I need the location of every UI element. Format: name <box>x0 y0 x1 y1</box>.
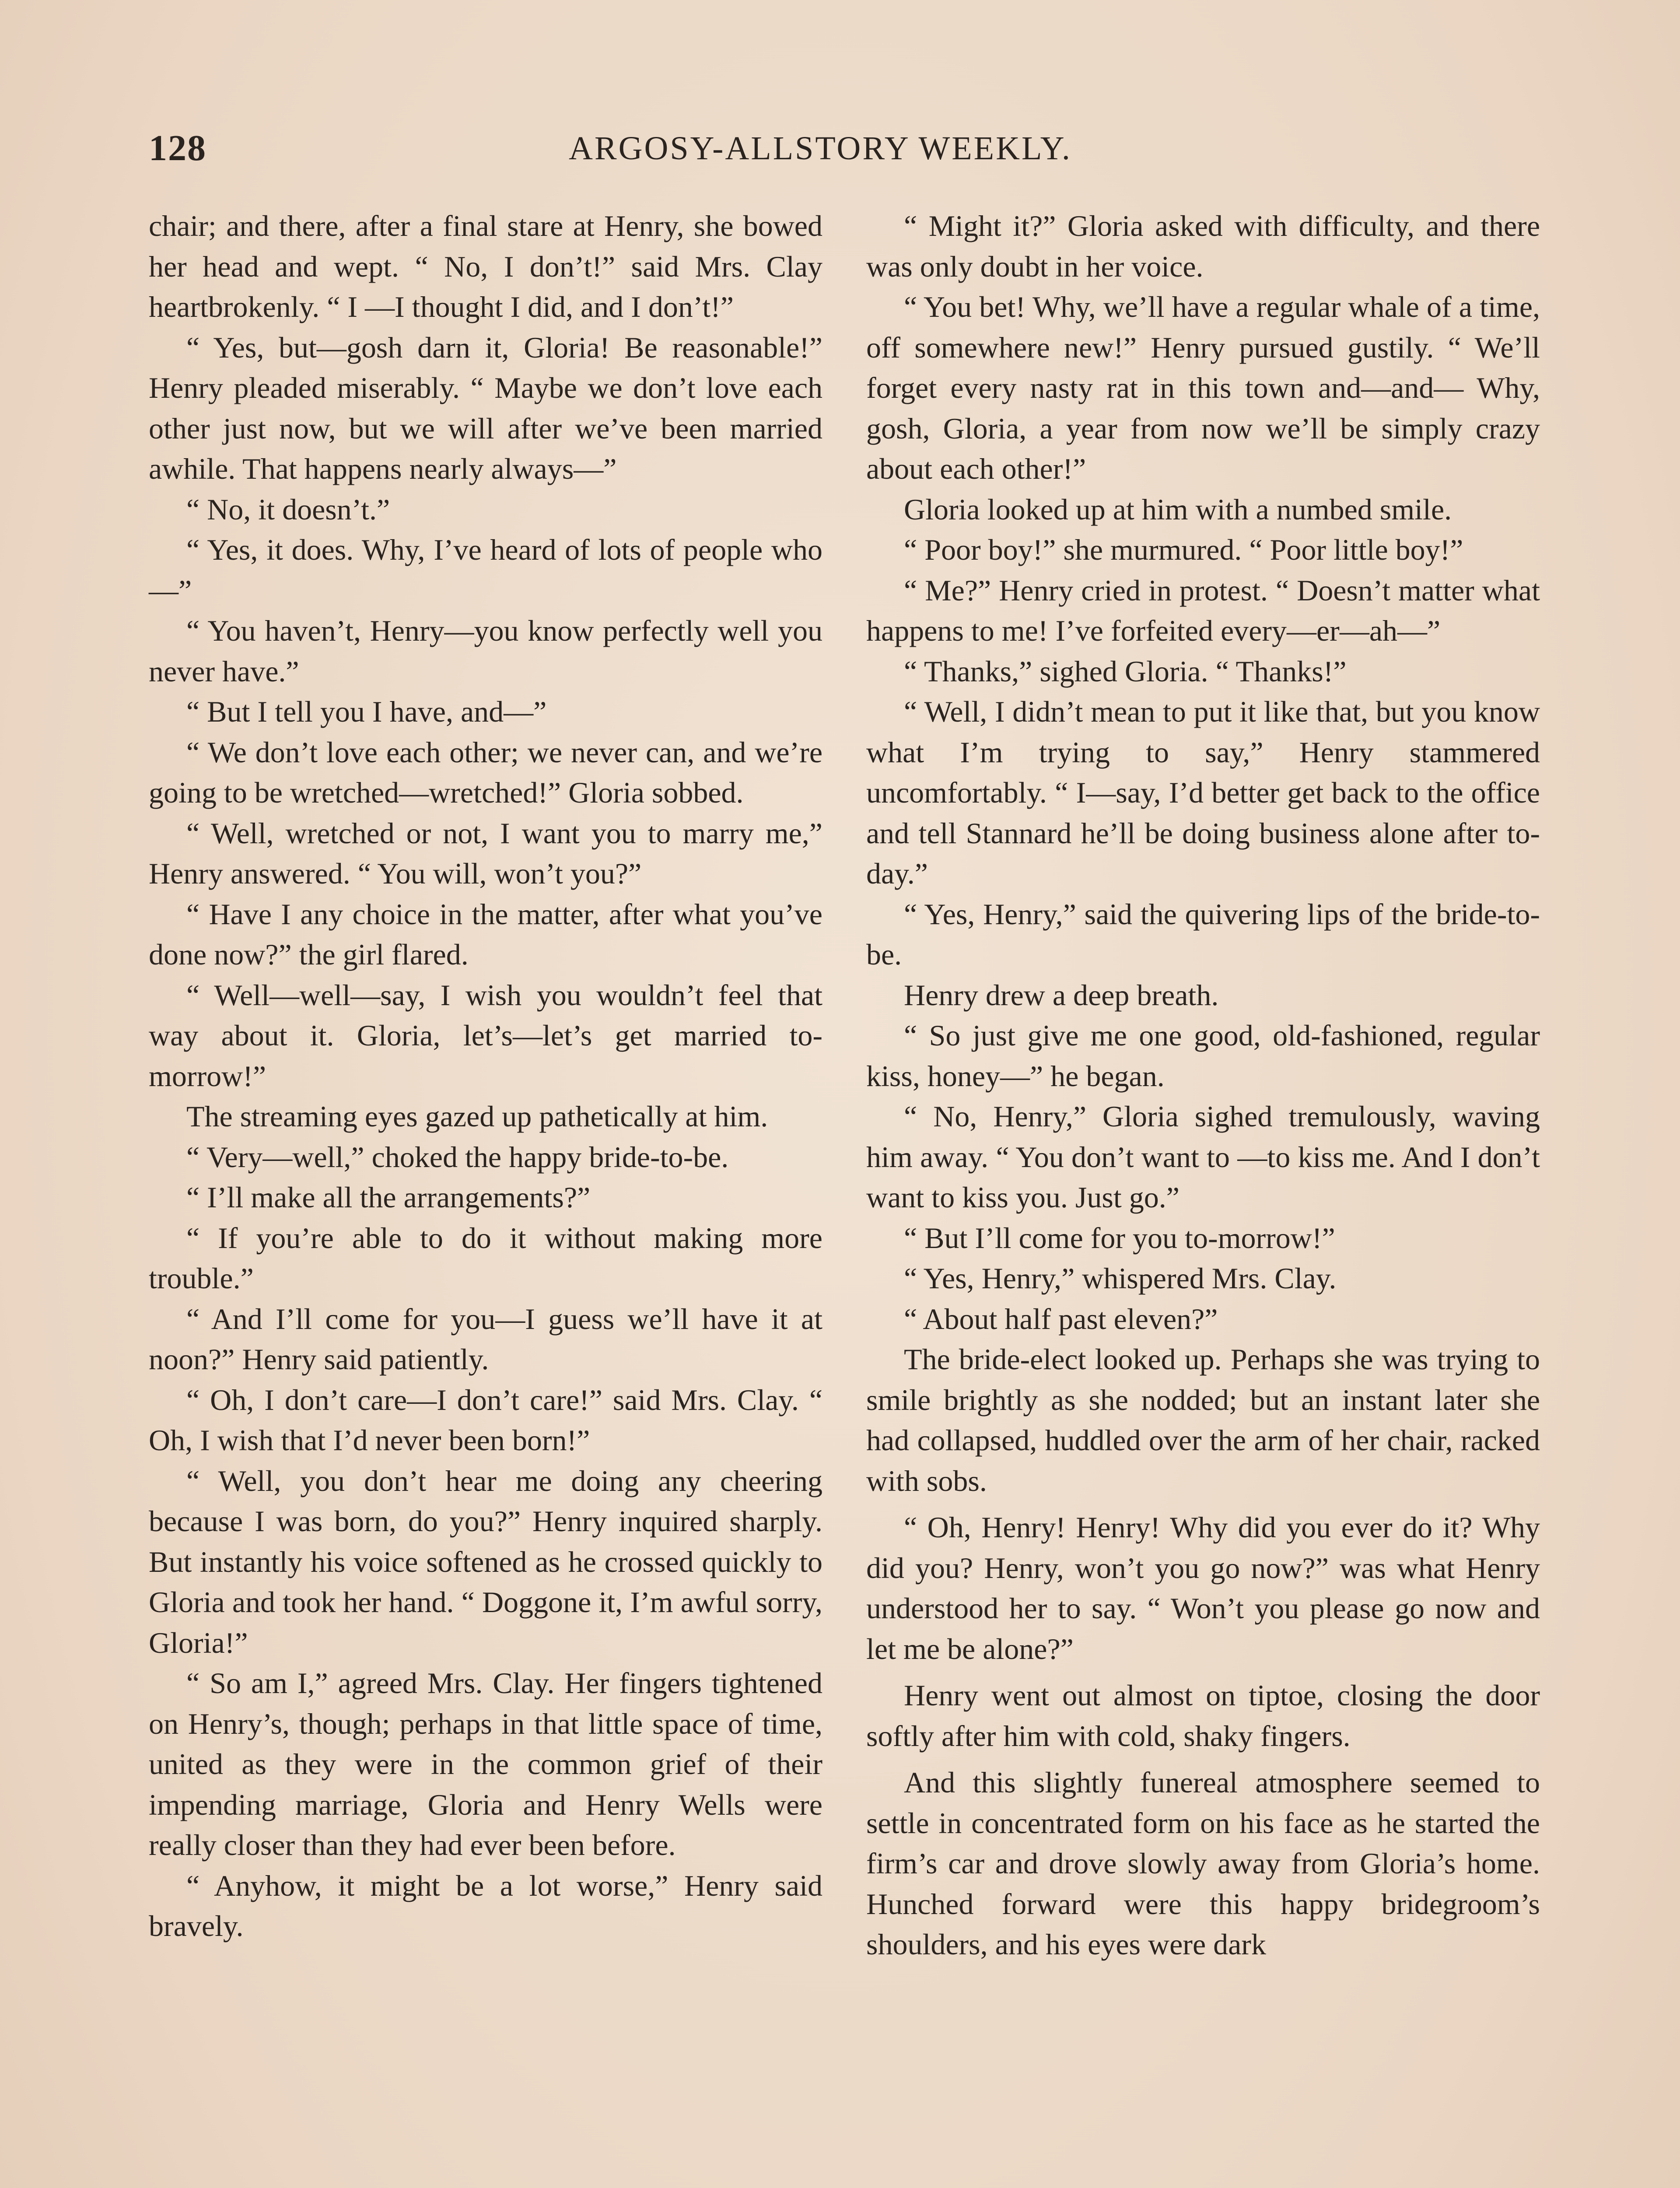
paragraph: “ Might it?” Gloria asked with difficulty, and there was only doubt in her voice. <box>866 209 1540 283</box>
paragraph: “ Me?” Henry cried in protest. “ Doesn’t matter what happens to me! I’ve forfeited every—er—ah—” <box>866 573 1540 647</box>
paragraph: “ Well, wretched or not, I want you to marry me,” Henry answered. “ You will, won’t you?” <box>149 816 822 890</box>
paragraph: “ Yes, but—gosh darn it, Gloria! Be reasonable!” Henry pleaded miserably. “ Maybe we don’t love each other just now, but we will after we’ve been married awhile. That happens nearly always—” <box>149 330 822 485</box>
right-column <box>866 206 1540 1965</box>
page-header <box>149 127 1549 175</box>
paragraph: “ So just give me one good, old-fashioned, regular kiss, honey—” he began. <box>866 1019 1540 1093</box>
paragraph: “ You haven’t, Henry—you know perfectly well you never have.” <box>149 614 822 688</box>
paragraph: “ You bet! Why, we’ll have a regular whale of a time, off somewhere new!” Henry pursued gustily. “ We’ll forget every nasty rat in this town and—and— Why, gosh, Gloria, a year from now we’ll be simply crazy about each other!” <box>866 290 1540 485</box>
paragraph: Gloria looked up at him with a numbed smile. <box>904 492 1452 526</box>
running-title: ARGOSY-ALLSTORY WEEKLY. <box>569 130 1072 167</box>
page-number: 128 <box>149 128 206 168</box>
left-column <box>149 206 822 1946</box>
paragraph: “ If you’re able to do it without making more trouble.” <box>149 1221 822 1295</box>
paragraph: Henry drew a deep breath. <box>904 978 1219 1012</box>
paragraph: “ Have I any choice in the matter, after what you’ve done now?” the girl flared. <box>149 897 822 971</box>
paragraph: “ No, Henry,” Gloria sighed tremulously, waving him away. “ You don’t want to —to kiss me. And I don’t want to kiss you. Just go.” <box>866 1100 1540 1214</box>
paragraph: “ I’ll make all the arrangements?” <box>186 1181 591 1214</box>
paragraph: “ Well, you don’t hear me doing any cheering because I was born, do you?” Henry inquired sharply. But instantly his voice softened as he crossed quickly to Gloria and took her hand. “ Doggone it, I’m awful sorry, Gloria!” <box>149 1464 822 1659</box>
paragraph: “ And I’ll come for you—I guess we’ll have it at noon?” Henry said patiently. <box>149 1302 822 1376</box>
paragraph: “ Well, I didn’t mean to put it like that, but you know what I’m trying to say,” Henry stammered uncomfortably. “ I—say, I’d better get back to the office and tell Stannard he’ll be doing business alone after to-day.” <box>866 695 1540 890</box>
paragraph: And this slightly funereal atmosphere seemed to settle in concentrated form on his face as he started the firm’s car and drove slowly away from Gloria’s home. Hunched forward were this happy bridegroom’s shoulders, and his eyes were dark <box>866 1766 1540 1961</box>
paragraph: “ About half past eleven?” <box>904 1302 1218 1336</box>
paragraph: “ Very—well,” choked the happy bride-to-be. <box>186 1140 729 1174</box>
text-columns <box>149 206 1540 2188</box>
paragraph: “ Poor boy!” she murmured. “ Poor little boy!” <box>904 533 1463 566</box>
paragraph: chair; and there, after a final stare at Henry, she bowed her head and wept. “ No, I don’t!” said Mrs. Clay heartbrokenly. “ I —I thought I did, and I don’t!” <box>149 209 822 323</box>
paragraph: “ Yes, Henry,” said the quivering lips of the bride-to-be. <box>866 897 1540 971</box>
paragraph: “ Anyhow, it might be a lot worse,” Henry said bravely. <box>149 1869 822 1943</box>
paragraph: Henry went out almost on tiptoe, closing the door softly after him with cold, shaky fingers. <box>866 1679 1540 1753</box>
paragraph: “ But I’ll come for you to-morrow!” <box>904 1221 1335 1255</box>
paragraph: “ Oh, I don’t care—I don’t care!” said Mrs. Clay. “ Oh, I wish that I’d never been born!” <box>149 1383 822 1457</box>
paragraph: “ No, it doesn’t.” <box>186 492 390 526</box>
paragraph: “ So am I,” agreed Mrs. Clay. Her fingers tightened on Henry’s, though; perhaps in that little space of time, united as they were in the common grief of their impending marriage, Gloria and Henry Wells were really closer than they had ever been before. <box>149 1666 822 1862</box>
paragraph: “ But I tell you I have, and—” <box>186 695 547 728</box>
paragraph: “ Thanks,” sighed Gloria. “ Thanks!” <box>904 654 1347 688</box>
paragraph: The bride-elect looked up. Perhaps she was trying to smile brightly as she nodded; but an instant later she had collapsed, huddled over the arm of her chair, racked with sobs. <box>866 1343 1540 1497</box>
paragraph: “ Yes, Henry,” whispered Mrs. Clay. <box>904 1262 1337 1295</box>
paragraph: “ Oh, Henry! Henry! Why did you ever do it? Why did you? Henry, won’t you go now?” was what Henry understood her to say. “ Won’t you please go now and let me be alone?” <box>866 1511 1540 1666</box>
paragraph: “ Well—well—say, I wish you wouldn’t feel that way about it. Gloria, let’s—let’s get married to-morrow!” <box>149 978 822 1093</box>
paragraph: The streaming eyes gazed up pathetically at him. <box>186 1100 768 1133</box>
paragraph: “ We don’t love each other; we never can, and we’re going to be wretched—wretched!” Gloria sobbed. <box>149 735 822 809</box>
paragraph: “ Yes, it does. Why, I’ve heard of lots of people who—” <box>149 533 822 607</box>
